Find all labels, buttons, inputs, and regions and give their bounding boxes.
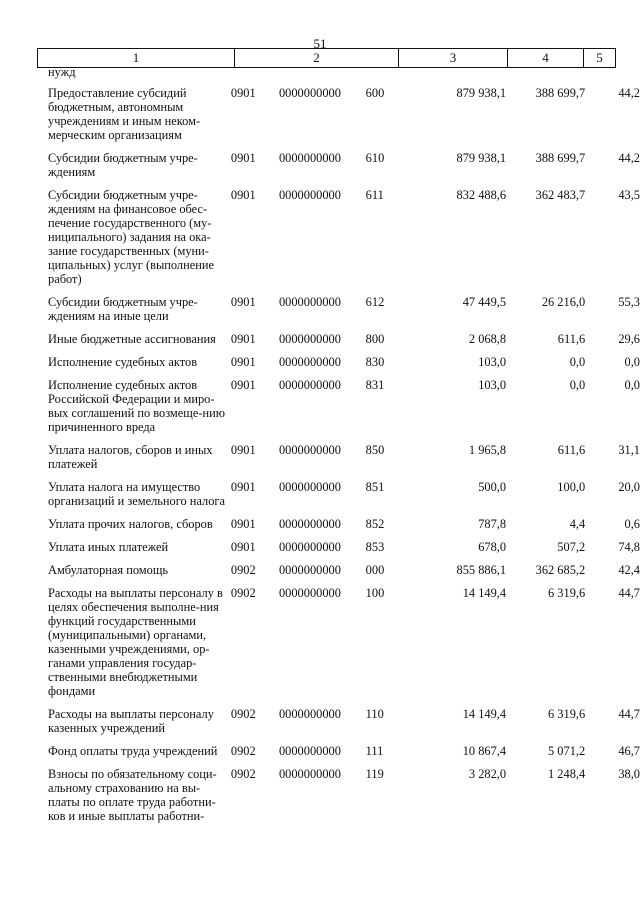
- row-percent-executed: 55,3: [618, 295, 640, 309]
- header-col-1: 1: [38, 49, 235, 67]
- row-name: Амбулаторная помощь: [48, 563, 169, 577]
- row-target-article: 0000000000: [278, 151, 341, 165]
- row-percent-executed: 31,1: [618, 443, 640, 457]
- row-target-article: 0000000000: [278, 744, 341, 758]
- row-executed-amount: 6 319,6: [548, 586, 586, 600]
- row-target-article: 0000000000: [278, 563, 341, 577]
- row-percent-executed: 29,6: [618, 332, 640, 346]
- row-percent-executed: 0,6: [624, 517, 640, 531]
- row-section-code: 0902: [230, 563, 256, 577]
- row-expense-type: 611: [365, 188, 384, 202]
- row-section-code: 0901: [230, 517, 256, 531]
- row-expense-type: 852: [365, 517, 385, 531]
- row-expense-type: 119: [365, 767, 384, 781]
- row-expense-type: 800: [365, 332, 385, 346]
- row-approved-amount: 14 149,4: [462, 707, 507, 721]
- row-section-code: 0901: [230, 480, 256, 494]
- row-section-code: 0902: [230, 744, 256, 758]
- table-row: [0, 517, 640, 531]
- row-executed-amount: 26 216,0: [541, 295, 586, 309]
- row-approved-amount: 103,0: [478, 378, 507, 392]
- row-executed-amount: 388 699,7: [535, 86, 586, 100]
- row-expense-type: 100: [365, 586, 385, 600]
- row-section-code: 0901: [230, 443, 256, 457]
- row-percent-executed: 74,8: [618, 540, 640, 554]
- row-target-article: 0000000000: [278, 767, 341, 781]
- row-executed-amount: 362 685,2: [535, 563, 586, 577]
- table-row: [0, 378, 640, 434]
- table-row: [0, 355, 640, 369]
- row-target-article: 0000000000: [278, 517, 341, 531]
- row-expense-type: 831: [365, 378, 385, 392]
- row-executed-amount: 0,0: [569, 355, 586, 369]
- row-target-article: 0000000000: [278, 86, 341, 100]
- row-expense-type: 610: [365, 151, 385, 165]
- row-section-code: 0901: [230, 355, 256, 369]
- row-executed-amount: 4,4: [569, 517, 586, 531]
- row-name: Исполнение судебных актов Российской Федерации и миро-вых соглашений по возмеще-нию причиненного вреда: [48, 378, 225, 434]
- row-executed-amount: 0,0: [569, 378, 586, 392]
- row-target-article: 0000000000: [278, 540, 341, 554]
- row-target-article: 0000000000: [278, 707, 341, 721]
- row-expense-type: 850: [365, 443, 385, 457]
- row-expense-type: 851: [365, 480, 385, 494]
- row-target-article: 0000000000: [278, 355, 341, 369]
- row-approved-amount: 879 938,1: [456, 86, 507, 100]
- table-row: [0, 443, 640, 471]
- row-name: Исполнение судебных актов: [48, 355, 198, 369]
- row-target-article: 0000000000: [278, 332, 341, 346]
- row-percent-executed: 20,0: [618, 480, 640, 494]
- row-target-article: 0000000000: [278, 378, 341, 392]
- row-section-code: 0902: [230, 767, 256, 781]
- row-percent-executed: 0,0: [624, 378, 640, 392]
- row-executed-amount: 388 699,7: [535, 151, 586, 165]
- table-body: [0, 66, 640, 832]
- row-approved-amount: 103,0: [478, 355, 507, 369]
- row-expense-type: 111: [365, 744, 384, 758]
- row-section-code: 0901: [230, 188, 256, 202]
- row-section-code: 0901: [230, 540, 256, 554]
- row-approved-amount: 787,8: [478, 517, 507, 531]
- table-row: [0, 586, 640, 698]
- row-executed-amount: 5 071,2: [548, 744, 586, 758]
- row-section-code: 0901: [230, 295, 256, 309]
- row-percent-executed: 44,7: [618, 586, 640, 600]
- row-target-article: 0000000000: [278, 188, 341, 202]
- header-col-3: 3: [399, 49, 508, 67]
- row-section-code: 0901: [230, 86, 256, 100]
- row-expense-type: 612: [365, 295, 385, 309]
- row-section-code: 0901: [230, 151, 256, 165]
- row-name: Субсидии бюджетным учре-ждениям на финансовое обес-печение государственного (му-ниципального) задания на ока-зание государственных (муни-ципальных) услуг (выполнение работ): [48, 188, 215, 286]
- header-col-4: 4: [508, 49, 584, 67]
- header-col-2: 2: [235, 49, 399, 67]
- table-row: [0, 767, 640, 823]
- row-expense-type: 000: [365, 563, 385, 577]
- row-percent-executed: 0,0: [624, 355, 640, 369]
- row-executed-amount: 507,2: [557, 540, 586, 554]
- row-executed-amount: 362 483,7: [535, 188, 586, 202]
- continuation-text: нужд: [48, 65, 76, 79]
- row-target-article: 0000000000: [278, 443, 341, 457]
- row-section-code: 0902: [230, 707, 256, 721]
- table-row: [0, 744, 640, 758]
- row-name: Уплата налогов, сборов и иных платежей: [48, 443, 213, 471]
- row-approved-amount: 2 068,8: [468, 332, 507, 346]
- row-executed-amount: 611,6: [557, 332, 586, 346]
- table-row: [0, 540, 640, 554]
- row-expense-type: 853: [365, 540, 385, 554]
- table-row: [0, 480, 640, 508]
- row-target-article: 0000000000: [278, 586, 341, 600]
- row-executed-amount: 1 248,4: [548, 767, 586, 781]
- row-approved-amount: 1 965,8: [468, 443, 507, 457]
- row-target-article: 0000000000: [278, 295, 341, 309]
- table-row: [0, 332, 640, 346]
- row-name: Уплата иных платежей: [48, 540, 169, 554]
- table-row: [0, 151, 640, 179]
- row-target-article: 0000000000: [278, 480, 341, 494]
- row-section-code: 0901: [230, 332, 256, 346]
- row-approved-amount: 3 282,0: [468, 767, 507, 781]
- table-row: [0, 563, 640, 577]
- row-percent-executed: 43,5: [618, 188, 640, 202]
- row-approved-amount: 879 938,1: [456, 151, 507, 165]
- row-section-code: 0901: [230, 378, 256, 392]
- row-executed-amount: 100,0: [557, 480, 586, 494]
- table-row: [0, 707, 640, 735]
- row-name: Предоставление субсидий бюджетным, автономным учреждениям и иным неком-мерческим организациям: [48, 86, 201, 142]
- row-name: Уплата прочих налогов, сборов: [48, 517, 213, 531]
- row-executed-amount: 6 319,6: [548, 707, 586, 721]
- header-col-5: 5: [596, 50, 603, 65]
- table-row: [0, 86, 640, 142]
- row-percent-executed: 44,2: [618, 151, 640, 165]
- row-section-code: 0902: [230, 586, 256, 600]
- row-approved-amount: 14 149,4: [462, 586, 507, 600]
- table-row: [0, 295, 640, 323]
- row-name: Расходы на выплаты персоналу в целях обеспечения выполне-ния функций государственными (муниципальными) органами, казенными учреждениями, ор-ганами управления государ-ственными внебюджетными фондами: [48, 586, 223, 698]
- row-expense-type: 110: [365, 707, 384, 721]
- row-percent-executed: 44,2: [618, 86, 640, 100]
- row-name: Расходы на выплаты персоналу казенных учреждений: [48, 707, 214, 735]
- row-name: Субсидии бюджетным учре-ждениям на иные цели: [48, 295, 198, 323]
- row-expense-type: 600: [365, 86, 385, 100]
- row-approved-amount: 500,0: [478, 480, 507, 494]
- row-name: Субсидии бюджетным учре-ждениям: [48, 151, 198, 179]
- row-percent-executed: 46,7: [618, 744, 640, 758]
- page-number: 51: [313, 36, 327, 51]
- row-approved-amount: 832 488,6: [456, 188, 507, 202]
- row-name: Взносы по обязательному соци-альному страхованию на вы-платы по оплате труда работни-ков и иные выплаты работни-: [48, 767, 217, 823]
- row-executed-amount: 611,6: [557, 443, 586, 457]
- row-approved-amount: 678,0: [478, 540, 507, 554]
- row-percent-executed: 42,4: [618, 563, 640, 577]
- row-percent-executed: 44,7: [618, 707, 640, 721]
- row-approved-amount: 855 886,1: [456, 563, 507, 577]
- table-row: [0, 188, 640, 286]
- row-name: Иные бюджетные ассигнования: [48, 332, 216, 346]
- row-expense-type: 830: [365, 355, 385, 369]
- row-name: Уплата налога на имущество организаций и земельного налога: [48, 480, 226, 508]
- row-approved-amount: 10 867,4: [462, 744, 507, 758]
- row-approved-amount: 47 449,5: [462, 295, 507, 309]
- row-name: Фонд оплаты труда учреждений: [48, 744, 218, 758]
- table-header: [37, 48, 616, 68]
- row-percent-executed: 38,0: [618, 767, 640, 781]
